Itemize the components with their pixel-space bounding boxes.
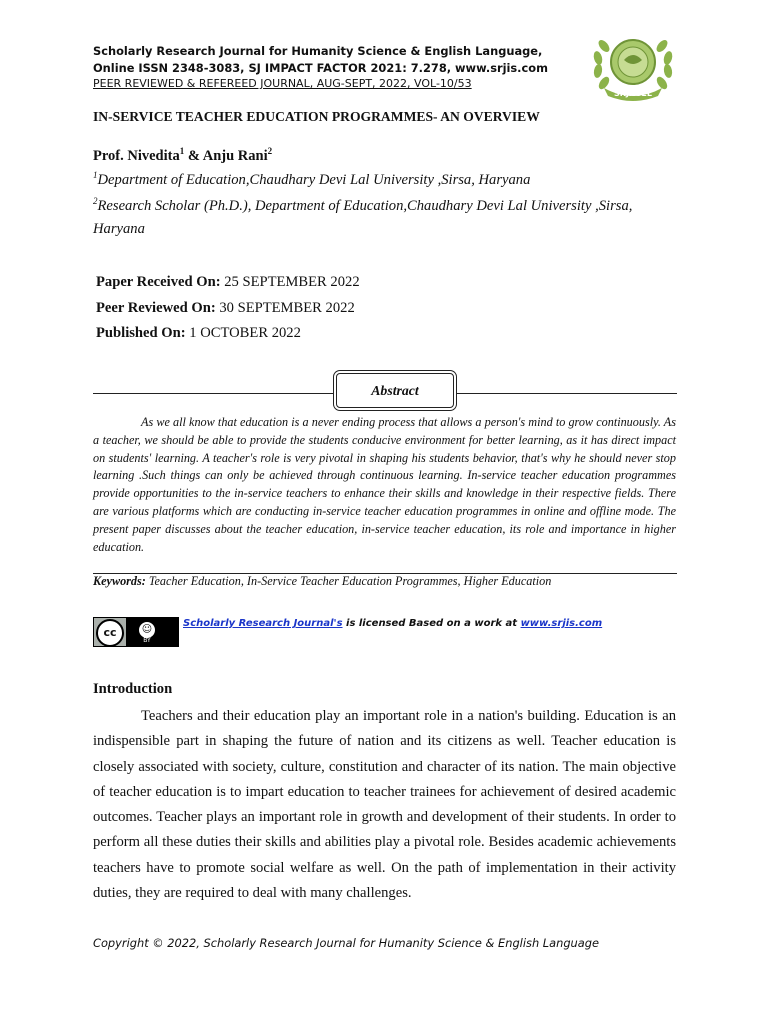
author-1: Prof. Nivedita — [93, 147, 180, 164]
author-1-sup: 1 — [179, 146, 185, 156]
journal-header — [93, 43, 573, 93]
keywords — [93, 574, 551, 589]
authors — [93, 146, 272, 165]
abstract-rule-right — [452, 393, 677, 394]
affiliation-2-text: Research Scholar (Ph.D.), Department of Education,Chaudhary Devi Lal University ,Sirsa, — [97, 197, 633, 214]
license-middle-text: is licensed Based on a work at — [342, 618, 521, 629]
author-2-sup: 2 — [267, 146, 273, 156]
publication-dates — [96, 270, 360, 347]
published-value: 1 OCTOBER 2022 — [185, 325, 301, 341]
copyright-footer: Copyright © 2022, Scholarly Research Journal for Humanity Science & English Language — [93, 936, 599, 950]
journal-name: Scholarly Research Journal for Humanity Science & English Language, — [93, 44, 543, 58]
introduction-heading: Introduction — [93, 681, 173, 697]
reviewed-value: 30 SEPTEMBER 2022 — [215, 299, 355, 316]
author-2: Anju Rani — [202, 147, 268, 164]
published-label: Published On: — [96, 325, 186, 341]
affiliation-1-text: Department of Education,Chaudhary Devi Lal University ,Sirsa, Haryana — [97, 171, 531, 188]
keywords-label: Keywords: — [93, 574, 146, 588]
abstract-heading-box — [336, 373, 454, 408]
reviewed-date — [96, 296, 360, 322]
affiliation-2 — [93, 196, 632, 215]
affiliation-1-sup: 1 — [93, 170, 98, 180]
keywords-text: Teacher Education, In-Service Teacher Education Programmes, Higher Education — [145, 574, 552, 588]
abstract-body — [93, 414, 676, 556]
journal-issn: Online ISSN 2348-3083, SJ IMPACT FACTOR 2021: 7.278, www.srjis.com — [93, 60, 548, 75]
affiliation-1 — [93, 170, 530, 189]
seal-text: SRJHSEL — [614, 89, 652, 98]
journal-volume: PEER REVIEWED & REFEREED JOURNAL, AUG-SEPT, 2022, VOL-10/53 — [93, 77, 472, 90]
cc-license-badge[interactable] — [93, 617, 179, 647]
journal-link[interactable]: Scholarly Research Journal's — [183, 618, 343, 629]
abstract-rule-left — [93, 393, 336, 394]
affiliation-2-sup: 2 — [93, 196, 98, 206]
attribution-person-icon: ☺ — [138, 621, 156, 639]
reviewed-label: Peer Reviewed On: — [96, 299, 216, 316]
cc-icon: cc — [96, 619, 124, 647]
introduction-body — [93, 704, 676, 906]
abstract-text: As we all know that education is a never ending process that allows a person's mind to grow continuously. As a teacher, we should be able to provide the students conducive environment for better learning, as it has direct impact on students' learning. A teacher's role is very pivotal in shaping his students behavior, that's why he should never stop learning .Such things can only be achieved through continuous learning. In-service teacher education programmes provide opportunities to the in-service teachers to enhance their skills and knowledge in their respective fields. There are various platforms which are conducting in-service teacher education programmes in online and offline mode. The present paper discusses about the teacher education, in-service teacher education, its role and importance in higher education. — [93, 415, 676, 554]
received-date — [96, 270, 360, 296]
received-value: 25 SEPTEMBER 2022 — [220, 274, 360, 290]
site-link[interactable]: www.srjis.com — [520, 618, 603, 629]
journal-seal-logo — [590, 30, 676, 102]
cc-by-label: BY — [143, 637, 151, 644]
paper-title: IN-SERVICE TEACHER EDUCATION PROGRAMMES- AN OVERVIEW — [93, 109, 540, 124]
affiliation-2-continued: Haryana — [93, 221, 145, 237]
published-date — [96, 321, 360, 347]
abstract-heading: Abstract — [371, 383, 419, 398]
author-separator: & — [184, 147, 203, 164]
received-label: Paper Received On: — [96, 274, 221, 290]
introduction-text: Teachers and their education play an important role in a nation's building. Education is an indispensible part in shaping the future of nation and its citizens as well. Teacher education is closely associated with society, culture, constitution and character of its nation. The main objective of teacher education is to impart education to teacher trainees for achievement of desired academic outcomes. Teacher plays an important role in growth and development of their students. In order to perform all these duties their skills and abilities play a pivotal role. Besides academic achievements teachers have to promote social welfare as well. On the path of implementation in their activity duties, they are required to deal with many challenges. — [93, 708, 676, 902]
license-statement — [183, 618, 602, 629]
